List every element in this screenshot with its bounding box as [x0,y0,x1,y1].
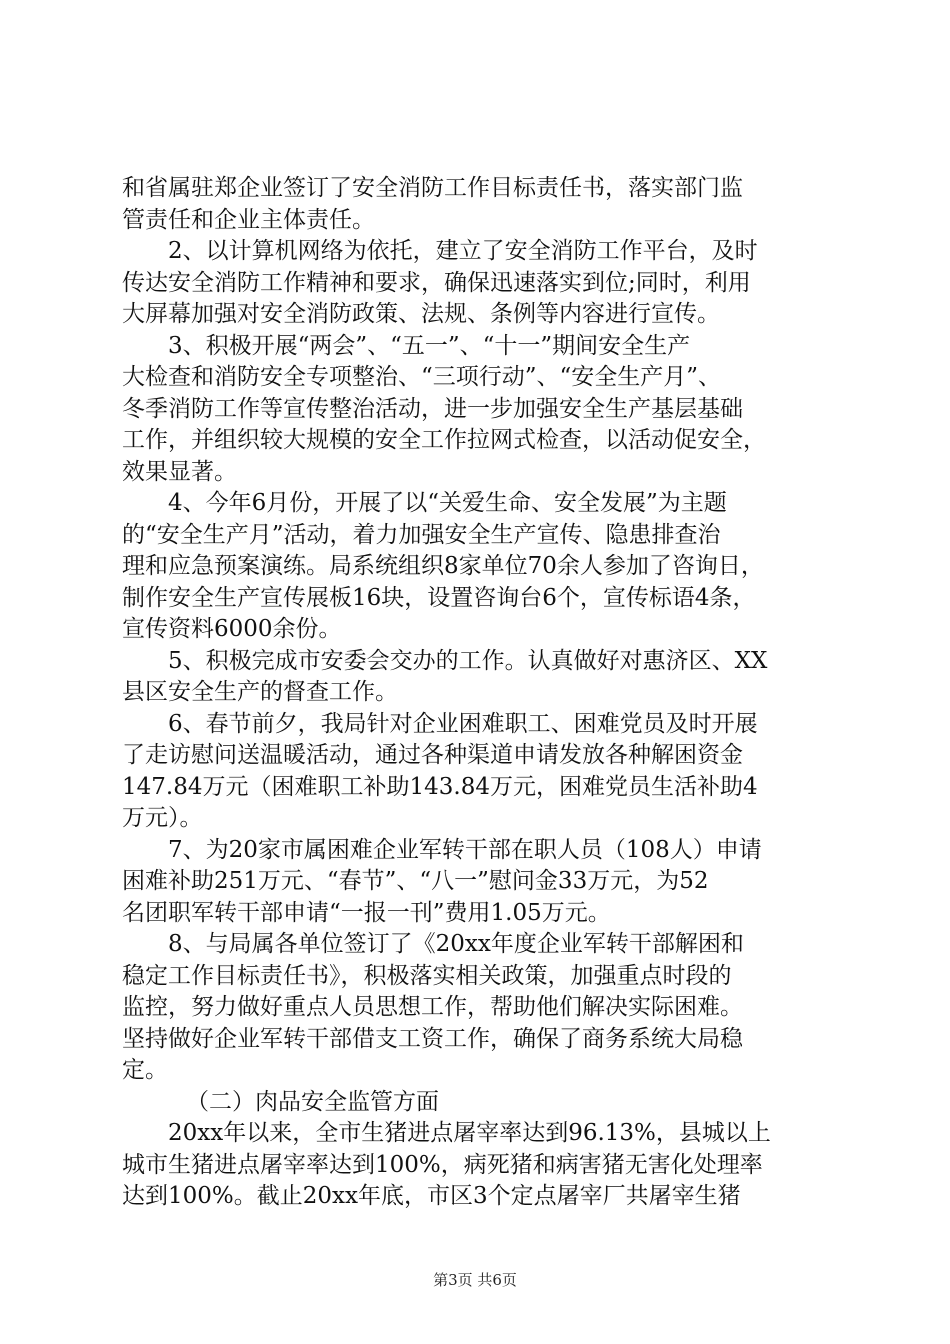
text-line: 达到100%。截止20xx年底，市区3个定点屠宰厂共屠宰生猪 [122,1183,741,1209]
text-line: 宣传资料6000余份。 [122,616,342,642]
text-line: 了走访慰问送温暖活动，通过各种渠道申请发放各种解困资金 [122,742,743,768]
text-line: 城市生猪进点屠宰率达到100%，病死猪和病害猪无害化处理率 [122,1151,763,1178]
text-line: 3、积极开展“两会”、“五一”、“十一”期间安全生产 [168,332,691,359]
text-line: 效果显著。 [122,458,237,485]
text-line: 县区安全生产的督查工作。 [122,679,398,705]
text-line: 管责任和企业主体责任。 [122,206,375,233]
text-line: 147.84万元（困难职工补助143.84万元，困难党员生活补助4 [122,773,758,800]
text-line: 的“安全生产月”活动，着力加强安全生产宣传、隐患排查治 [122,521,721,548]
section-heading: （二）肉品安全监管方面 [186,1088,439,1115]
text-line: 稳定工作目标责任书》，积极落实相关政策，加强重点时段的 [122,962,732,989]
text-line: 8、与局属各单位签订了《20xx年度企业军转干部解困和 [168,931,744,957]
text-line: 4、今年6月份，开展了以“关爱生命、安全发展”为主题 [168,490,727,516]
text-line: 工作，并组织较大规模的安全工作拉网式检查，以活动促安全， [122,427,766,453]
text-line: 坚持做好企业军转干部借支工资工作，确保了商务系统大局稳 [122,1025,743,1052]
text-line: 6、春节前夕，我局针对企业困难职工、困难党员及时开展 [168,710,758,737]
text-line: 大检查和消防安全专项整治、“三项行动”、“安全生产月”、 [122,364,722,390]
text-line: 2、以计算机网络为依托，建立了安全消防工作平台，及时 [168,238,758,264]
text-line: 名团职军转干部申请“一报一刊”费用1.05万元。 [122,899,611,926]
text-line: 冬季消防工作等宣传整治活动，进一步加强安全生产基层基础 [122,395,743,422]
text-line: 20xx年以来，全市生猪进点屠宰率达到96.13%，县城以上 [168,1120,771,1146]
text-line: 万元）。 [122,805,203,831]
text-line: 定。 [122,1057,168,1083]
text-line: 5、积极完成市安委会交办的工作。认真做好对惠济区、XX [168,647,768,674]
text-line: 和省属驻郑企业签订了安全消防工作目标责任书，落实部门监 [122,175,743,201]
text-line: 理和应急预案演练。局系统组织8家单位70余人参加了咨询日， [122,553,764,579]
page-footer: 第3页 共6页 [433,1271,517,1289]
text-line: 监控，努力做好重点人员思想工作，帮助他们解决实际困难。 [122,994,743,1020]
text-line: 传达安全消防工作精神和要求，确保迅速落实到位;同时，利用 [122,269,751,296]
document-body [122,173,834,1213]
text-line: 制作安全生产宣传展板16块，设置咨询台6个，宣传标语4条， [122,584,756,611]
text-line: 大屏幕加强对安全消防政策、法规、条例等内容进行宣传。 [122,301,720,327]
text-line: 困难补助251万元、“春节”、“八一”慰问金33万元，为52 [122,868,709,894]
text-line: 7、为20家市属困难企业军转干部在职人员（108人）申请 [168,836,762,863]
